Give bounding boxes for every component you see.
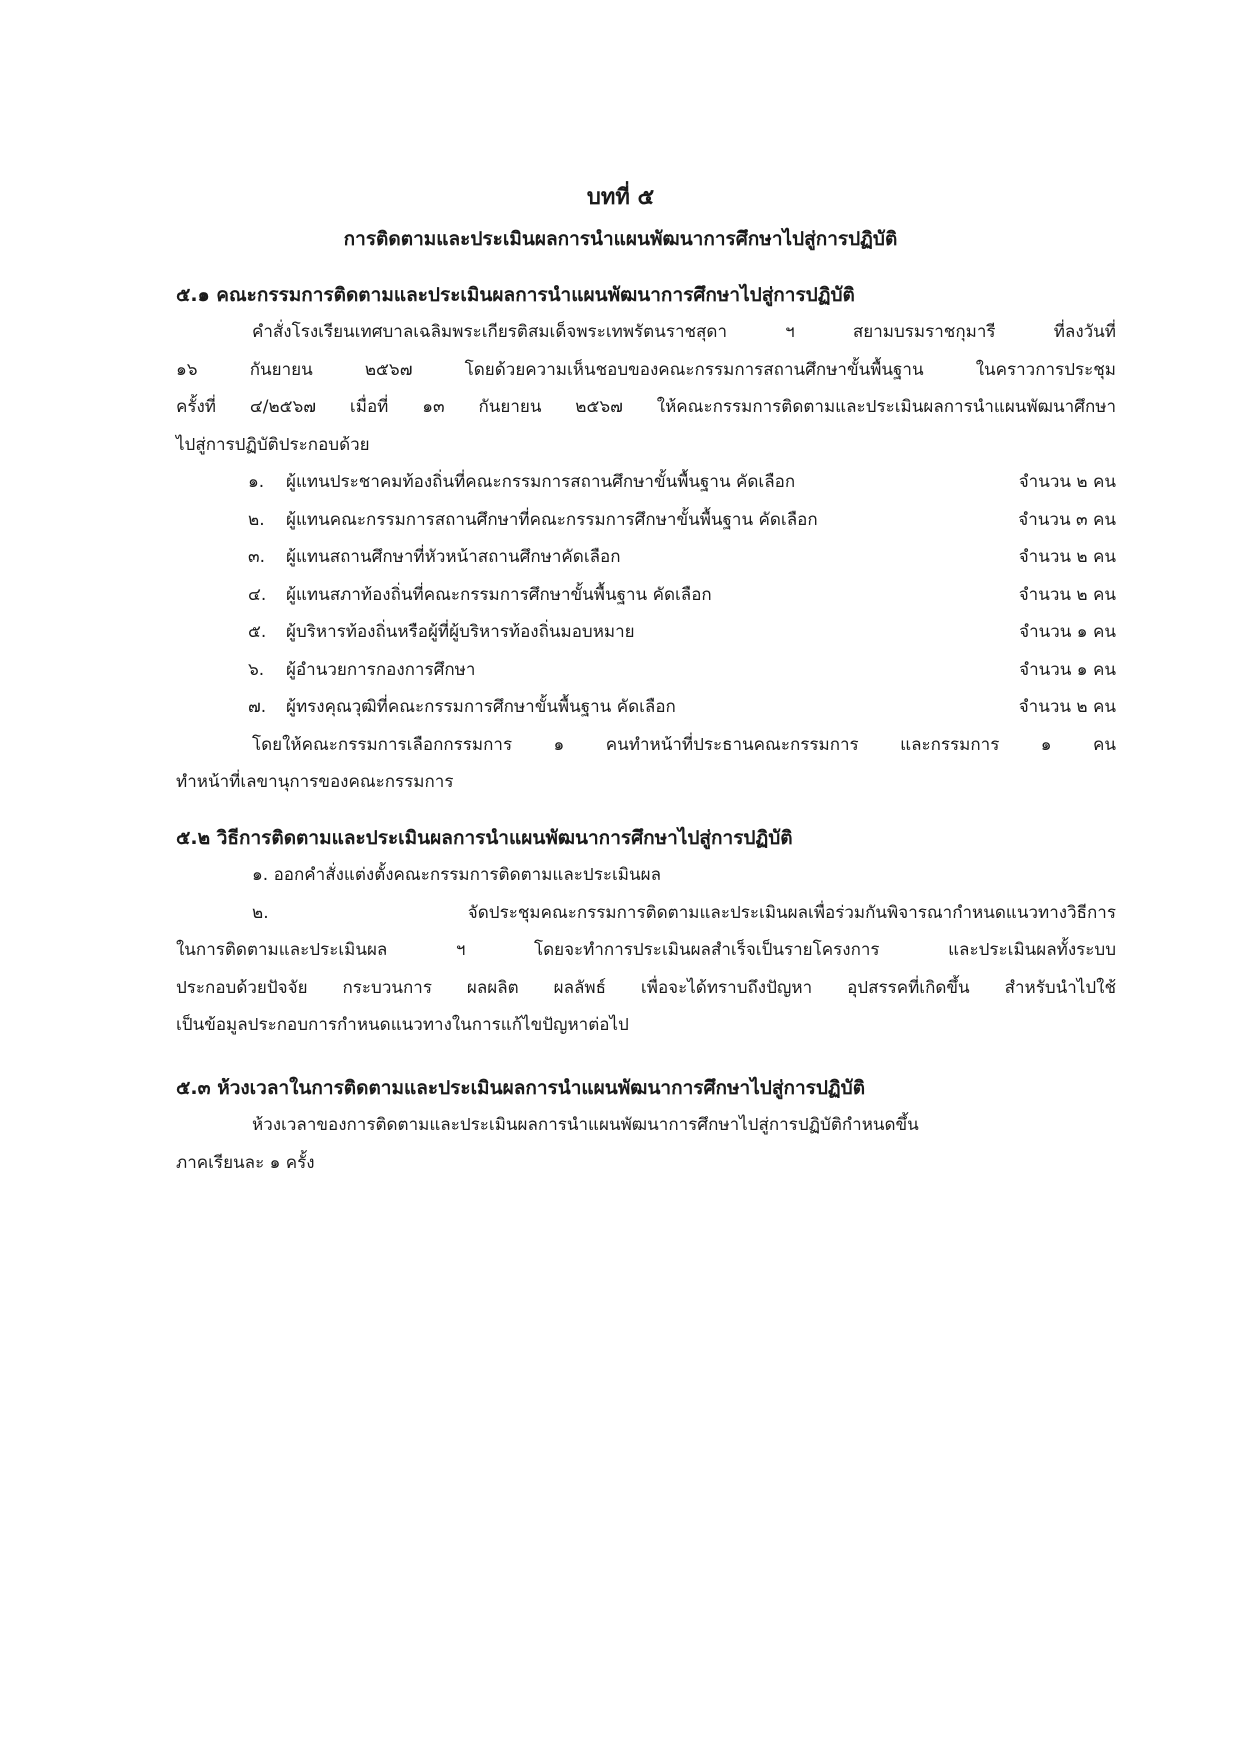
member-number: ๖. [248,659,265,680]
member-count: จำนวน ๑ คน [1019,659,1116,680]
section-5-1-intro [176,314,1116,464]
member-item-5 [176,614,1116,652]
member-text: ผู้แทนคณะกรรมการสถานศึกษาที่คณะกรรมการศึกษาขั้นพื้นฐาน คัดเลือก [286,509,818,530]
closing-line-2: ทำหน้าที่เลขานุการของคณะกรรมการ [176,772,454,792]
member-number: ๑. [248,472,265,492]
chapter-title: การติดตามและประเมินผลการนำแผนพัฒนาการศึกษาไปสู่การปฏิบัติ [343,228,898,250]
member-number: ๗. [248,697,267,717]
member-number: ๓. [248,547,266,567]
member-count: จำนวน ๓ คน [1018,509,1116,530]
intro-line-3: ครั้งที่ ๔/๒๕๖๗ เมื่อที่ ๑๓ กันยายน ๒๕๖๗ ให้คณะกรรมการติดตามและประเมินผลการนำแผนพัฒนาศึกษา [176,397,1116,417]
step-2-line-2: ในการติดตามและประเมินผล ฯ โดยจะทำการประเมินผลสำเร็จเป็นรายโครงการ และประเมินผลทั้งระบบ [176,940,1116,960]
member-item-7 [176,689,1116,727]
member-text: ผู้ทรงคุณวุฒิที่คณะกรรมการศึกษาขั้นพื้นฐาน คัดเลือก [286,697,676,717]
member-text: ผู้อำนวยการกองการศึกษา [286,659,476,680]
intro-line-4: ไปสู่การปฏิบัติประกอบด้วย [176,434,370,455]
member-number: ๕. [248,622,267,642]
step-2-line-3: ประกอบด้วยปัจจัย กระบวนการ ผลผลิต ผลลัพธ์ เพื่อจะได้ทราบถึงปัญหา อุปสรรคที่เกิดขึ้น สำหรับนำไปใช้ [176,977,1116,998]
closing-line-1: โดยให้คณะกรรมการเลือกกรรมการ ๑ คนทำหน้าที่ประธานคณะกรรมการ และกรรมการ ๑ คน [252,734,1116,755]
member-number: ๒. [248,509,265,530]
member-item-3 [176,539,1116,577]
member-text: ผู้แทนสภาท้องถิ่นที่คณะกรรมการศึกษาขั้นพื้นฐาน คัดเลือก [286,584,712,605]
section-5-1 [176,276,1116,802]
member-text: ผู้แทนประชาคมท้องถิ่นที่คณะกรรมการสถานศึกษาขั้นพื้นฐาน คัดเลือก [286,472,796,492]
section-5-3-body [176,1107,1116,1182]
section-5-3-line-2: ภาคเรียนละ ๑ ครั้ง [176,1152,315,1173]
member-count: จำนวน ๒ คน [1018,472,1116,492]
step-2-line-4: เป็นข้อมูลประกอบการกำหนดแนวทางในการแก้ไขปัญหาต่อไป [176,1015,629,1035]
member-item-2 [176,502,1116,540]
section-5-3-line-1: ห้วงเวลาของการติดตามและประเมินผลการนำแผนพัฒนาการศึกษาไปสู่การปฏิบัติกำหนดขึ้น [252,1115,919,1135]
member-item-4 [176,577,1116,615]
section-5-2-heading: ๕.๒ วิธีการติดตามและประเมินผลการนำแผนพัฒนาการศึกษาไปสู่การปฏิบัติ [176,827,793,849]
member-count: จำนวน ๒ คน [1018,697,1116,717]
section-5-3 [176,1069,1116,1182]
section-5-1-heading: ๕.๑ คณะกรรมการติดตามและประเมินผลการนำแผนพัฒนาการศึกษาไปสู่การปฏิบัติ [176,284,855,306]
section-5-1-closing [176,727,1116,802]
intro-line-1: คำสั่งโรงเรียนเทศบาลเฉลิมพระเกียรติสมเด็จพระเทพรัตนราชสุดา ฯ สยามบรมราชกุมารี ที่ลงวันที่ [252,322,1116,342]
section-5-3-heading: ๕.๓ ห้วงเวลาในการติดตามและประเมินผลการนำแผนพัฒนาการศึกษาไปสู่การปฏิบัติ [176,1077,866,1099]
member-count: จำนวน ๒ คน [1018,547,1116,567]
member-text: ผู้บริหารท้องถิ่นหรือผู้ที่ผู้บริหารท้องถิ่นมอบหมาย [286,622,635,642]
member-count: จำนวน ๑ คน [1019,622,1116,642]
chapter-number: บทที่ ๕ [586,185,655,210]
intro-line-2: ๑๖ กันยายน ๒๕๖๗ โดยด้วยความเห็นชอบของคณะกรรมการสถานศึกษาขั้นพื้นฐาน ในคราวการประชุม [176,359,1116,380]
member-number: ๔. [248,584,267,605]
section-5-2-body [176,857,1116,1045]
member-count: จำนวน ๒ คน [1018,584,1116,605]
step-2-line-1: ๒. จัดประชุมคณะกรรมการติดตามและประเมินผลเพื่อร่วมกันพิจารณากำหนดแนวทางวิธีการ [252,902,1116,923]
member-list [176,464,1116,727]
member-item-6 [176,652,1116,690]
section-5-2 [176,819,1116,1045]
step-1: ๑. ออกคำสั่งแต่งตั้งคณะกรรมการติดตามและประเมินผล [252,865,661,885]
member-text: ผู้แทนสถานศึกษาที่หัวหน้าสถานศึกษาคัดเลือก [286,547,621,567]
member-item-1 [176,464,1116,502]
